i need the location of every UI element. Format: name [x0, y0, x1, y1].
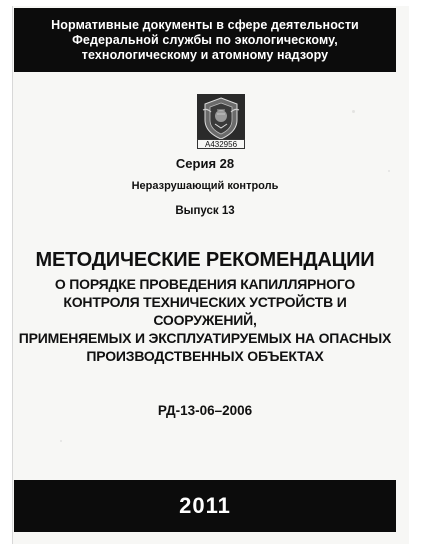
scan-noise [388, 170, 390, 172]
catalog-number-stamp: A432956 [197, 139, 245, 149]
scan-noise [60, 440, 62, 442]
subtitle-line: ПРИМЕНЯЕМЫХ И ЭКСПЛУАТИРУЕМЫХ НА ОПАСНЫХ [18, 330, 392, 346]
series-label: Серия 28 [175, 156, 235, 171]
scan-noise [352, 110, 355, 113]
header-band [14, 8, 396, 72]
document-subtitle [14, 275, 396, 365]
header-line: Нормативные документы в сфере деятельности [51, 17, 359, 32]
issue-label: Выпуск 13 [175, 205, 235, 217]
rostekhnadzor-emblem-icon [197, 94, 245, 144]
document-title: МЕТОДИЧЕСКИЕ РЕКОМЕНДАЦИИ [35, 249, 375, 271]
document-code: РД-13-06–2006 [157, 403, 253, 418]
subtitle-line: ПРОИЗВОДСТВЕННЫХ ОБЪЕКТАХ [86, 348, 324, 364]
subtitle-line: О ПОРЯДКЕ ПРОВЕДЕНИЯ КАПИЛЛЯРНОГО [54, 276, 356, 292]
year-band: 2011 [14, 480, 396, 532]
header-line: технологическому и атомному надзору [81, 47, 329, 62]
header-line: Федеральной службы по экологическому, [72, 32, 338, 47]
subtitle-line: КОНТРОЛЯ ТЕХНИЧЕСКИХ УСТРОЙСТВ И СООРУЖЕНИЙ, [63, 294, 347, 328]
subseries-label: Неразрушающий контроль [131, 180, 279, 192]
